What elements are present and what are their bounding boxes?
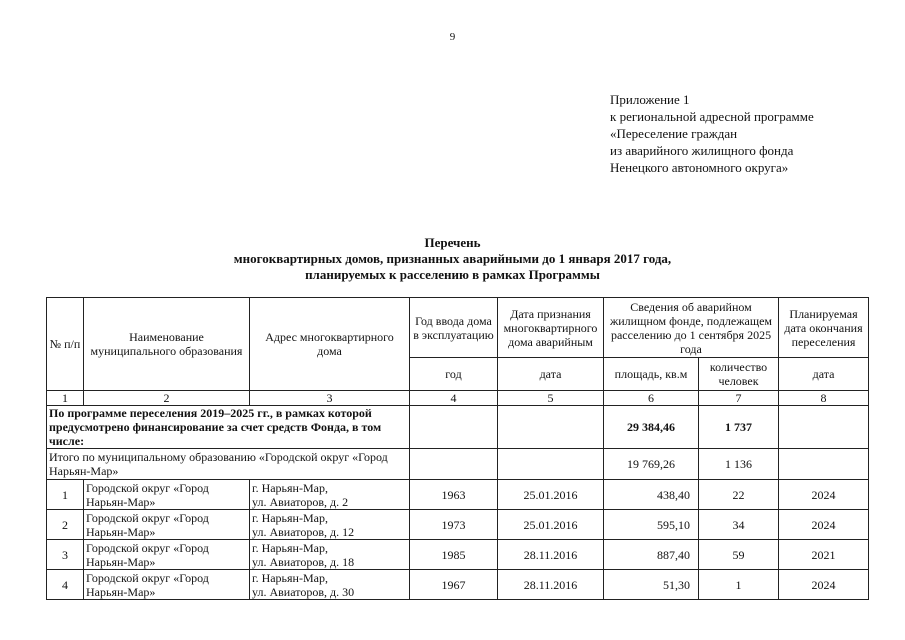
empty-cell [779,406,869,449]
row-address-city: г. Нарьян-Мар, [252,570,328,585]
municipal-total-people: 1 136 [699,449,779,480]
row-date: 28.11.2016 [498,540,604,570]
row-year: 1973 [410,510,498,540]
row-planned: 2024 [779,480,869,510]
table-row [47,510,869,540]
program-total-area: 29 384,46 [604,406,699,449]
subheader-people: количество человек [699,358,779,391]
empty-cell [498,449,604,480]
municipal-total-label: Итого по муниципальному образованию «Городской округ «Город Нарьян-Мар» [47,449,410,480]
row-address-city: г. Нарьян-Мар, [252,510,328,525]
column-number: 2 [84,391,250,406]
subheader-year: год [410,358,498,391]
program-total-people: 1 737 [699,406,779,449]
column-number: 4 [410,391,498,406]
program-total-row [47,406,869,449]
empty-cell [410,449,498,480]
row-year: 1967 [410,570,498,600]
column-number: 1 [47,391,84,406]
subheader-planned: дата [779,358,869,391]
row-municipality: Городской округ «Город Нарьян-Мар» [84,480,250,510]
appendix-line: Ненецкого автономного округа» [610,160,789,175]
row-area: 51,30 [604,570,699,600]
row-address-street: ул. Авиаторов, д. 30 [252,584,355,599]
program-total-label: По программе переселения 2019–2025 гг., в рамках которой предусмотрено финансирование за счет средств Фонда, в том числе: [47,406,410,449]
empty-cell [498,406,604,449]
subheader-area: площадь, кв.м [604,358,699,391]
row-people: 22 [699,480,779,510]
row-year: 1985 [410,540,498,570]
column-number: 6 [604,391,699,406]
row-address-city: г. Нарьян-Мар, [252,480,328,495]
houses-table [46,297,869,600]
empty-cell [779,449,869,480]
table-row [47,570,869,600]
row-area: 438,40 [604,480,699,510]
row-address [250,570,410,600]
municipal-total-area: 19 769,26 [604,449,699,480]
title-line-3: планируемых к расселению в рамках Программы [305,267,600,282]
header-num: № п/п [47,298,84,391]
page-number: 9 [449,31,456,43]
row-people: 34 [699,510,779,540]
row-address-street: ул. Авиаторов, д. 2 [252,494,349,509]
row-area: 595,10 [604,510,699,540]
row-area: 887,40 [604,540,699,570]
appendix-line: из аварийного жилищного фонда [610,143,794,158]
column-number: 7 [699,391,779,406]
row-address-city: г. Нарьян-Мар, [252,540,328,555]
header-date-recognition: Дата признания многоквартирного дома аварийным [498,298,604,358]
appendix-block [610,91,814,176]
header-planned: Планируемая дата окончания переселения [779,298,869,358]
row-planned: 2024 [779,510,869,540]
row-num: 2 [47,510,84,540]
row-planned: 2024 [779,570,869,600]
document-title [0,235,905,283]
row-year: 1963 [410,480,498,510]
row-num: 3 [47,540,84,570]
row-date: 28.11.2016 [498,570,604,600]
column-number: 8 [779,391,869,406]
row-planned: 2021 [779,540,869,570]
row-municipality: Городской округ «Город Нарьян-Мар» [84,570,250,600]
header-year: Год ввода дома в эксплуатацию [410,298,498,358]
row-date: 25.01.2016 [498,510,604,540]
header-municipality: Наименование муниципального образования [84,298,250,391]
row-num: 1 [47,480,84,510]
row-address [250,540,410,570]
row-people: 59 [699,540,779,570]
empty-cell [410,406,498,449]
row-date: 25.01.2016 [498,480,604,510]
title-line-2: многоквартирных домов, признанных аварийными до 1 января 2017 года, [233,251,672,266]
row-address [250,510,410,540]
column-numbers-row [47,391,869,406]
table-row [47,540,869,570]
title-line-1: Перечень [424,235,481,250]
row-municipality: Городской округ «Город Нарьян-Мар» [84,540,250,570]
column-number: 5 [498,391,604,406]
header-address: Адрес многоквартирного дома [250,298,410,391]
municipal-total-row [47,449,869,480]
row-address-street: ул. Авиаторов, д. 12 [252,524,355,539]
header-info: Сведения об аварийном жилищном фонде, подлежащем расселению до 1 сентября 2025 года [604,298,779,358]
table-row [47,480,869,510]
row-address [250,480,410,510]
appendix-line: Приложение 1 [610,92,690,107]
row-municipality: Городской округ «Город Нарьян-Мар» [84,510,250,540]
appendix-line: к региональной адресной программе [610,109,814,124]
row-address-street: ул. Авиаторов, д. 18 [252,554,355,569]
column-number: 3 [250,391,410,406]
appendix-line: «Переселение граждан [610,126,738,141]
row-num: 4 [47,570,84,600]
row-people: 1 [699,570,779,600]
subheader-date: дата [498,358,604,391]
